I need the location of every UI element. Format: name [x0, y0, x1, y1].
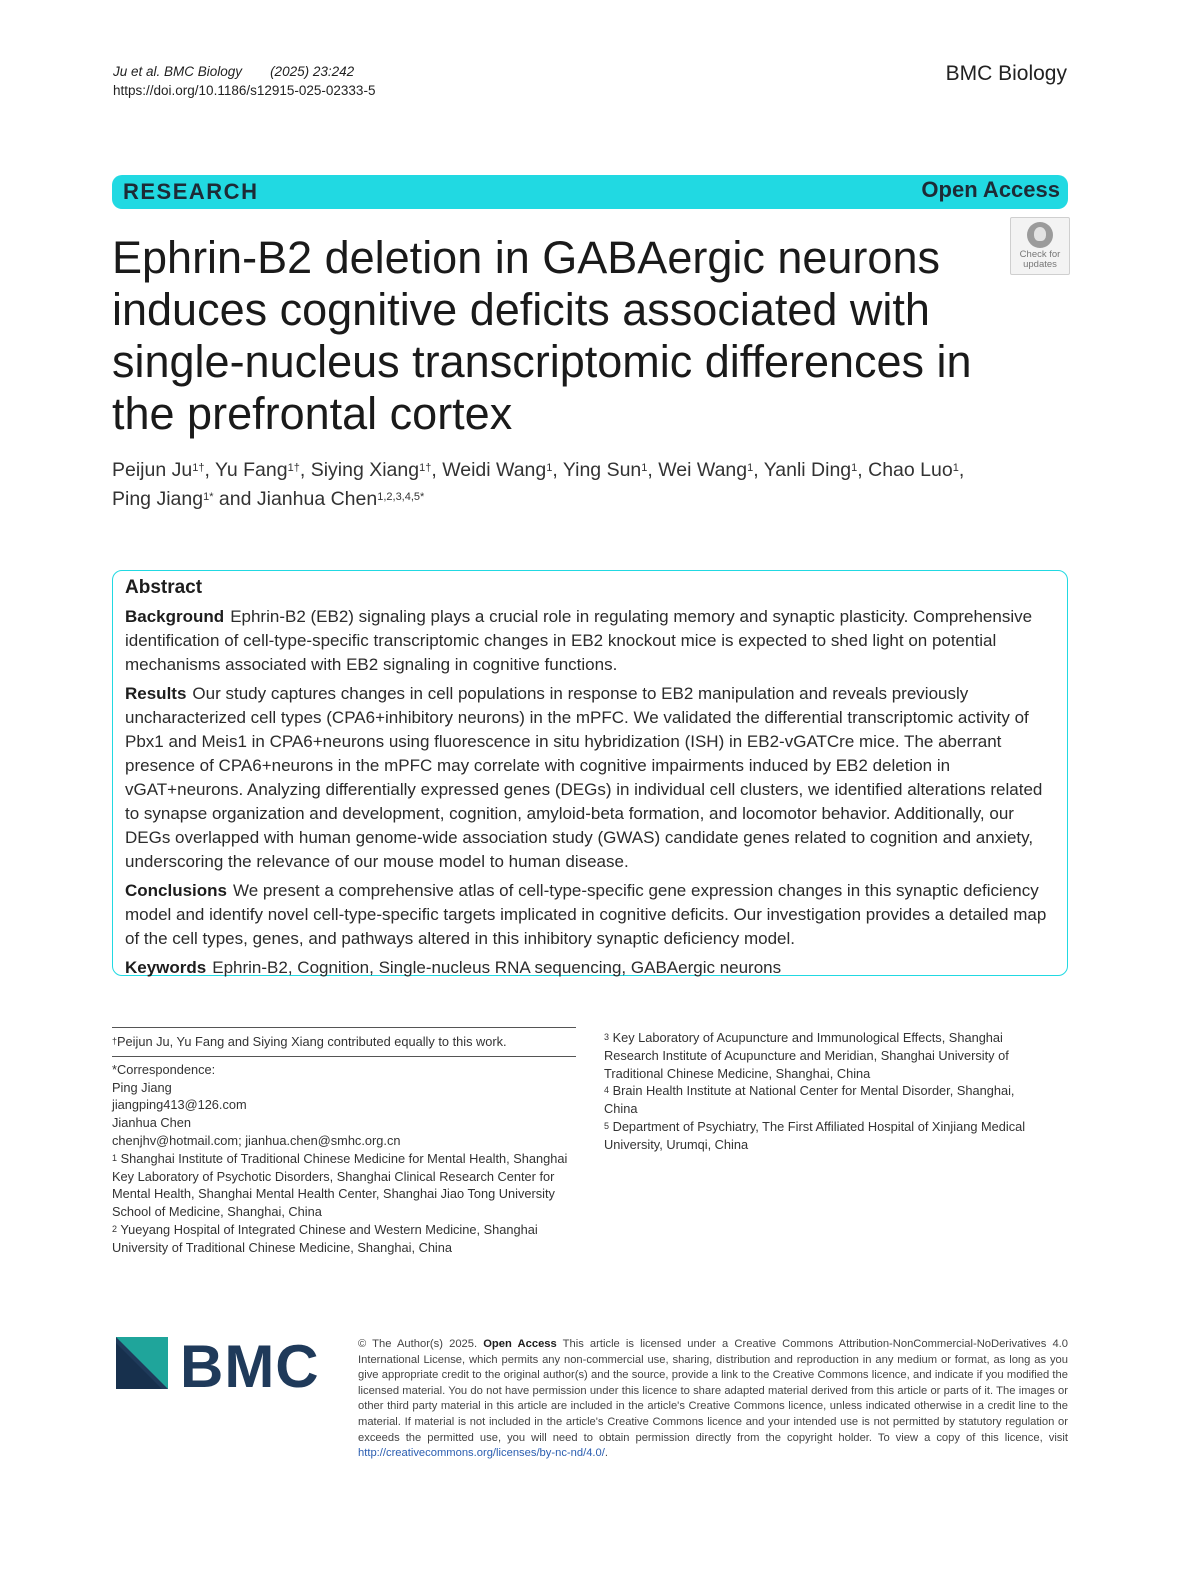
- doi-link[interactable]: https://doi.org/10.1186/s12915-025-02333-5: [113, 83, 376, 98]
- correspondence-label: *Correspondence:: [112, 1061, 216, 1077]
- abstract-keywords: [125, 956, 1055, 980]
- correspondent-name: Jianhua Chen: [112, 1115, 191, 1131]
- year-volume: (2025) 23:242: [270, 64, 355, 79]
- abstract-results: [125, 682, 1055, 874]
- author-list: Peijun $Ju^{1\dagger}$, Yu Fang$^{1\dagger}$, Siying Xiang$^{1\dagger}$, Weidi Wang$^1$, Ying Sun$^1$, Wei Wang$^1$, Yanli Ding$^1$, Chao Luo$^1$, Ping Jiang$^{1*}$ and Jianhua Chen$^{1,2,3,4,5*}$: [112, 459, 965, 510]
- journal-name: BMC Biology: [945, 62, 1067, 85]
- author[interactable]: Yanli Ding$^1$: [763, 459, 858, 481]
- article-type-banner: [112, 175, 1068, 209]
- equal-contribution-note: †Peijun Ju, Yu Fang and Siying Xiang contributed equally to this work.: [112, 1034, 507, 1049]
- crossmark-icon: [1027, 222, 1053, 248]
- license-body: This article is licensed under a Creative Commons Attribution-NonCommercial-NoDerivatives 4.0 International License, which permits any non-commercial use, sharing, distribution and reproduction in any medium or format, as long as you give appropriate credit to the original author(s) and the source, provide a link to the Creative Commons licence, and indicate if you modified the licensed material. You do not have permission under this licence to share adapted material derived from this article or parts of it. The images or other third party material in this article are included in the article's Creative Commons licence, unless indicated otherwise in a credit line to the material. If material is not included in the article's Creative Commons licence and your intended use is not permitted by statutory regulation or exceeds the permitted use, you will need to obtain permission directly from the copyright holder. To view a copy of this licence, visit: [358, 1338, 1069, 1444]
- bmc-logo-text: BMC: [180, 1337, 320, 1397]
- affiliation: $^4$ Brain Health Institute at National Center for Mental Disorder, Shanghai, China: [604, 1083, 1015, 1117]
- citation-text: Ju et al. BMC Biology: [113, 64, 243, 79]
- results-text: Our study captures changes in cell populations in response to EB2 manipulation and reveals previously uncharacterized cell types (CPA6+inhibitory neurons) in the mPFC. We validated the differential transcriptomic activity of Pbx1 and Meis1 in CPA6+neurons using fluorescence in situ hybridization (ISH) in EB2-vGATCre mice. The aberrant presence of CPA6+neurons in the mPFC may correlate with cognitive impairments induced by EB2 deletion in vGAT+neurons. Analyzing differentially expressed genes (DEGs) in individual cell clusters, we identified alterations related to synapse organization and development, cognition, amyloid-beta formation, and locomotor behavior. Additionally, our DEGs overlapped with human genome-wide association study (GWAS) candidate genes related to cognition and anxiety, underscoring the relevance of our mouse model to human disease.: [125, 684, 1043, 871]
- keywords-text: Ephrin-B2, Cognition, Single-nucleus RNA sequencing, GABAergic neurons: [212, 958, 782, 977]
- check-for-updates-button[interactable]: [1010, 217, 1070, 275]
- footnotes-left: [112, 1027, 576, 1257]
- footnote-divider: [112, 1027, 576, 1028]
- abstract-conclusions: [125, 879, 1055, 951]
- copyright-text: © The Author(s) 2025.: [358, 1338, 478, 1350]
- conclusions-label: Conclusions: [125, 881, 228, 900]
- background-text: Ephrin-B2 (EB2) signaling plays a crucial role in regulating memory and synaptic plasticity. Comprehensive identification of cell-type-specific transcriptomic changes in EB2 knockout mice is expected to shed light on potential mechanisms associated with EB2 signaling in cognitive functions.: [125, 607, 1033, 674]
- affiliation: $^3$ Key Laboratory of Acupuncture and Immunological Effects, Shanghai Research Institute of Acupuncture and Meridian, Shanghai University of Traditional Chinese Medicine, Shanghai, China: [604, 1030, 1009, 1081]
- author[interactable]: Yu Fang$^{1\dagger}$: [214, 459, 300, 481]
- keywords-label: Keywords: [125, 958, 207, 977]
- check-updates-text: [1011, 250, 1069, 270]
- abstract-heading: Abstract: [125, 577, 203, 598]
- abstract-box: [112, 570, 1068, 976]
- bmc-logo[interactable]: [116, 1337, 331, 1397]
- article-type-label: RESEARCH: [123, 179, 259, 204]
- license-statement: © The Author(s) 2025. Open Access This article is licensed under a Creative Commons Attribution-NonCommercial-NoDerivatives 4.0 International License, which permits any non-commercial use, sharing, distribution and reproduction in any medium or format, as long as you give appropriate credit to the original author(s) and the source, provide a link to the Creative Commons licence, and indicate if you modified the licensed material. You do not have permission under this licence to share adapted material derived from this article or parts of it. The images or other third party material in this article are included in the article's Creative Commons licence, unless indicated otherwise in a credit line to the material. If material is not included in the article's Creative Commons licence and your intended use is not permitted by statutory regulation or exceeds the permitted use, you will need to obtain permission directly from the copyright holder. To view a copy of this licence, visit http://creativecommons.org/licenses/by-nc-nd/4.0/.: [358, 1338, 1069, 1460]
- conclusions-text: We present a comprehensive atlas of cell-type-specific gene expression changes in this synaptic deficiency model and identify novel cell-type-specific targets implicated in cognitive deficits. Our investigation provides a detailed map of the cell types, genes, and pathways altered in this inhibitory synaptic deficiency model.: [125, 881, 1047, 948]
- author[interactable]: Wei Wang$^1$: [658, 459, 754, 481]
- affiliation: $^1$ Shanghai Institute of Traditional Chinese Medicine for Mental Health, Shanghai Key Laboratory of Psychotic Disorders, Shanghai Clinical Research Center for Mental Health, Shanghai Mental Health Center, Shanghai Jiao Tong University School of Medicine, Shanghai, China: [112, 1150, 568, 1220]
- affiliation: $^2$ Yueyang Hospital of Integrated Chinese and Western Medicine, Shanghai University of Traditional Chinese Medicine, Shanghai, China: [112, 1221, 538, 1255]
- correspondent-email[interactable]: jiangping413@126.com: [112, 1097, 247, 1113]
- footnotes-right: [604, 1029, 1044, 1154]
- correspondent-email[interactable]: chenjhv@hotmail.com; jianhua.chen@smhc.org.cn: [112, 1132, 401, 1148]
- license-open-access: Open Access: [483, 1338, 557, 1350]
- abstract-background: [125, 605, 1055, 677]
- results-label: Results: [125, 684, 187, 703]
- author[interactable]: Ping Jiang$^{1*}$: [112, 488, 214, 510]
- license-link[interactable]: http://creativecommons.org/licenses/by-nc-nd/4.0/: [358, 1447, 605, 1460]
- author[interactable]: Jianhua Chen$^{1,2,3,4,5*}$: [256, 488, 425, 510]
- author[interactable]: Weidi Wang$^1$: [442, 459, 553, 481]
- check-updates-line2: updates: [1023, 259, 1057, 270]
- footnote-divider: [112, 1056, 576, 1057]
- check-updates-line1: Check for: [1019, 249, 1061, 260]
- affiliation: $^5$ Department of Psychiatry, The First Affiliated Hospital of Xinjiang Medical University, Urumqi, China: [604, 1118, 1026, 1152]
- correspondent-name: Ping Jiang: [112, 1079, 172, 1095]
- background-label: Background: [125, 607, 225, 626]
- author[interactable]: Ying Sun$^1$: [562, 459, 648, 481]
- author[interactable]: Chao Luo$^1$: [868, 459, 959, 481]
- open-access-label: Open Access: [921, 177, 1060, 202]
- author-conjunction: and: [218, 488, 252, 510]
- author[interactable]: Siying Xiang$^{1\dagger}$: [310, 459, 432, 481]
- author[interactable]: Peijun $Ju^{1\dagger}$: [112, 459, 205, 481]
- article-title: Ephrin-B2 deletion in GABAergic neurons induces cognitive deficits associated with single-nucleus transcriptomic differences in the prefrontal cortex: [112, 232, 972, 439]
- citation-header: [113, 62, 375, 100]
